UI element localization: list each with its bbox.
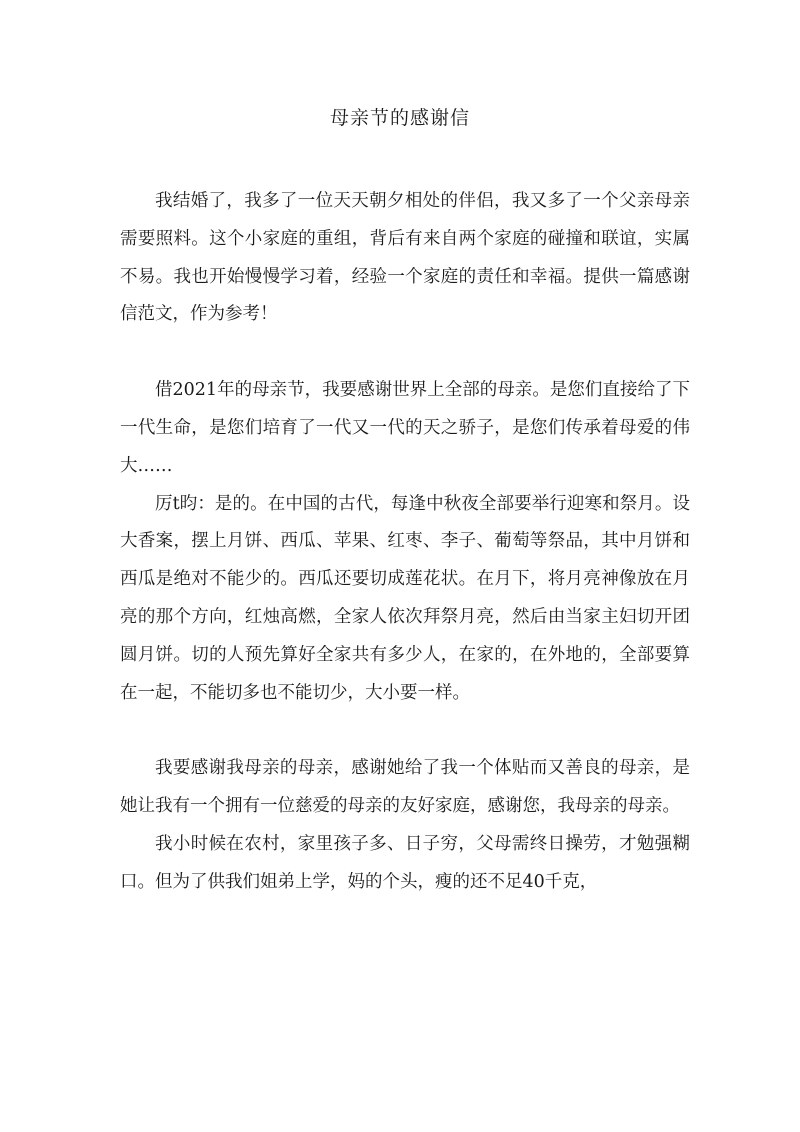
paragraph-intro: 我结婚了，我多了一位天天朝夕相处的伴侣，我又多了一个父亲母亲需要照料。这个小家庭的重组，背后有来自两个家庭的碰撞和联谊，实属不易。我也开始慢慢学习着，经验一个家庭的责任和幸福。提供一篇感谢信范文，作为参考！	[120, 191, 690, 325]
paragraph-mothers-day: 借2021年的母亲节，我要感谢世界上全部的母亲。是您们直接给了下一代生命，是您们培育了一代又一代的天之骄子，是您们传承着母爱的伟大……	[120, 380, 690, 476]
paragraph-gap	[120, 334, 690, 372]
document-body	[120, 183, 690, 902]
document-title: 母亲节的感谢信	[329, 107, 470, 129]
paragraph-grandmother: 我要感谢我母亲的母亲，感谢她给了我一个体贴而又善良的母亲，是她让我有一个拥有一位慈爱的母亲的友好家庭，感谢您，我母亲的母亲。	[120, 758, 690, 817]
paragraph-childhood: 我小时候在农村，家里孩子多、日子穷，父母需终日操劳，才勉强糊口。但为了供我们姐弟上学，妈的个头，瘦的还不足40千克，	[120, 833, 690, 892]
paragraph-mid-autumn: 厉t昀：是的。在中国的古代，每逢中秋夜全部要举行迎寒和祭月。设大香案，摆上月饼、西瓜、苹果、红枣、李子、葡萄等祭品，其中月饼和西瓜是绝对不能少的。西瓜还要切成莲花状。在月下，将月亮神像放在月亮的那个方向，红烛高燃，全家人依次拜祭月亮，然后由当家主妇切开团圆月饼。切的人预先算好全家共有多少人，在家的，在外地的，全部要算在一起，不能切多也不能切少，大小要一样。	[120, 493, 690, 703]
paragraph-gap	[120, 712, 690, 750]
